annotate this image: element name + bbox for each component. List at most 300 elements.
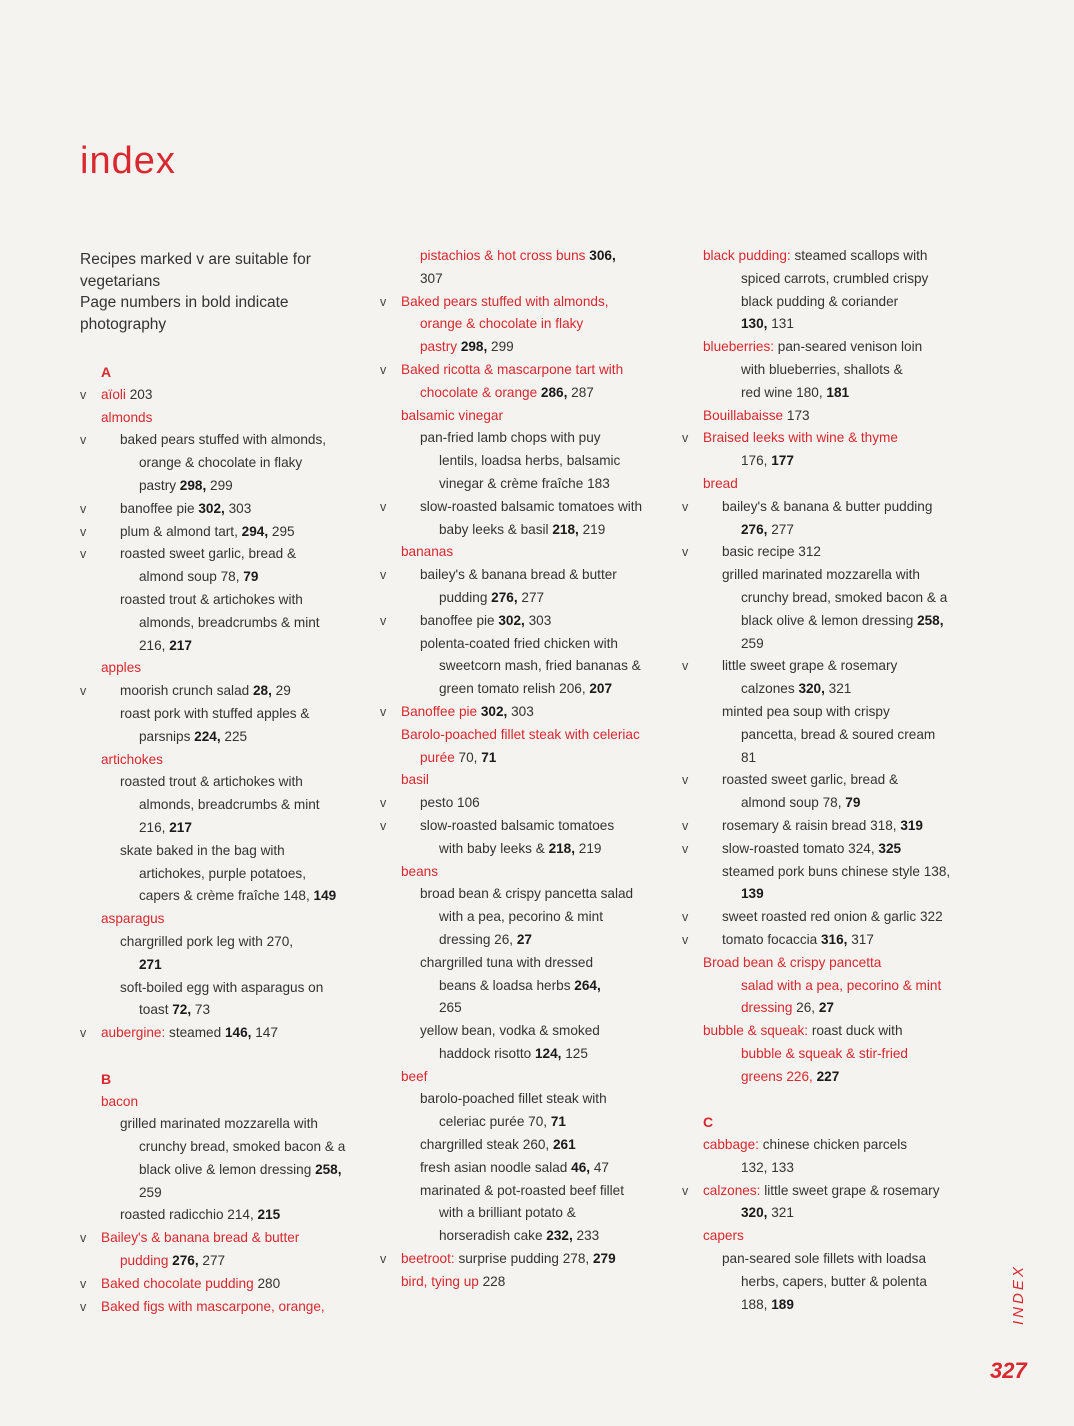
entry-text xyxy=(741,313,794,336)
entry-heading: capers xyxy=(703,1228,744,1244)
photo-page-number: 217 xyxy=(169,637,192,653)
entry-text xyxy=(401,1271,505,1294)
entry-heading: asparagus xyxy=(101,911,165,927)
entry-label: haddock risotto xyxy=(439,1045,535,1061)
entry-text xyxy=(722,906,943,929)
index-entry xyxy=(380,1066,680,1089)
entry-heading: beetroot: xyxy=(401,1251,455,1267)
entry-text xyxy=(120,977,323,1000)
entry-label: black olive & lemon dressing xyxy=(139,1161,316,1177)
index-entry xyxy=(80,771,380,794)
index-entry xyxy=(80,1113,380,1136)
vegetarian-marker: v xyxy=(80,1299,87,1314)
entry-label: pan-seared venison loin xyxy=(774,339,923,355)
vegetarian-marker: v xyxy=(80,433,87,448)
index-column-2 xyxy=(380,245,680,1294)
photo-page-number: 71 xyxy=(481,749,497,765)
entry-label: chinese chicken parcels xyxy=(758,1137,908,1153)
entry-label: black pudding & coriander xyxy=(741,293,899,309)
entry-label: crunchy bread, smoked bacon & a xyxy=(741,589,948,605)
index-entry xyxy=(682,610,982,633)
entry-label: 265 xyxy=(439,1000,462,1016)
entry-text xyxy=(741,382,849,405)
entry-label: 173 xyxy=(783,407,810,423)
entry-label: 259 xyxy=(741,635,764,651)
index-entry xyxy=(380,1271,680,1294)
photo-page-number: 79 xyxy=(243,569,259,585)
index-entry xyxy=(380,906,680,929)
entry-label: pancetta, bread & soured cream xyxy=(741,726,936,742)
entry-label: sweet roasted red onion & garlic 322 xyxy=(722,909,943,925)
entry-text xyxy=(401,769,429,792)
page-ref: 225 xyxy=(220,728,248,744)
entry-text xyxy=(703,405,810,428)
entry-label: with a brilliant potato & xyxy=(439,1205,576,1221)
photo-page-number: 294, xyxy=(241,523,269,539)
entry-text xyxy=(420,1157,609,1180)
index-letter-heading xyxy=(80,1068,380,1091)
index-entry xyxy=(80,1136,380,1159)
entry-label: chargrilled tuna with dressed xyxy=(420,954,594,970)
entry-label: marinated & pot-roasted beef fillet xyxy=(420,1182,625,1198)
entry-label: 259 xyxy=(139,1184,162,1200)
entry-heading: purée xyxy=(420,749,455,765)
photo-page-number: 286, xyxy=(540,384,568,400)
vegetarian-marker: v xyxy=(682,910,689,925)
entry-label: artichokes, purple potatoes, xyxy=(139,865,307,881)
entry-text xyxy=(439,975,601,998)
entry-text xyxy=(139,954,162,977)
index-entry xyxy=(80,566,380,589)
index-entry xyxy=(682,336,982,359)
entry-text xyxy=(420,1134,576,1157)
entry-heading: Banoffee pie xyxy=(401,703,478,719)
entry-text xyxy=(741,1271,927,1294)
entry-label: 188, xyxy=(741,1296,772,1312)
photo-page-number: 28, xyxy=(252,683,272,699)
entry-label: 132, 133 xyxy=(741,1159,794,1175)
entry-label: 307 xyxy=(420,270,443,286)
entry-text xyxy=(703,473,738,496)
entry-heading: aubergine: xyxy=(101,1025,166,1041)
section-tab: INDEX xyxy=(1010,1264,1027,1326)
photo-page-number: 130, xyxy=(741,316,768,332)
vegetarian-marker: v xyxy=(380,796,387,811)
entry-text xyxy=(420,496,642,519)
entry-text xyxy=(703,336,922,359)
entry-text xyxy=(120,521,295,544)
entry-heading: bananas xyxy=(401,544,454,560)
index-entry xyxy=(380,815,680,838)
photo-page-number: 258, xyxy=(917,612,944,628)
entry-label: with a pea, pecorino & mint xyxy=(439,909,603,925)
index-entry xyxy=(80,954,380,977)
page-ref: 29 xyxy=(271,683,291,699)
intro-line: photography xyxy=(80,315,167,333)
entry-label: parsnips xyxy=(139,728,195,744)
entry-text xyxy=(741,1043,908,1066)
index-entry xyxy=(682,564,982,587)
index-entry xyxy=(682,427,982,450)
page-ref: 131 xyxy=(767,316,794,332)
photo-page-number: 279 xyxy=(592,1251,616,1267)
entry-text xyxy=(703,245,927,268)
entry-text xyxy=(139,566,258,589)
vegetarian-marker: v xyxy=(682,659,689,674)
entry-text xyxy=(420,313,583,336)
spacer xyxy=(80,1045,380,1068)
page-ref: 277 xyxy=(767,521,794,537)
photo-page-number: 215 xyxy=(257,1207,281,1223)
entry-label: roasted radicchio 214, xyxy=(120,1207,258,1223)
index-entry xyxy=(80,407,380,430)
entry-text xyxy=(401,1066,427,1089)
entry-text xyxy=(722,655,897,678)
entry-heading: pastry xyxy=(420,339,458,355)
index-entry xyxy=(80,429,380,452)
entry-label: dressing 26, xyxy=(439,931,517,947)
entry-heading: black pudding: xyxy=(703,248,791,263)
index-entry xyxy=(380,655,680,678)
index-entry xyxy=(380,564,680,587)
index-entry xyxy=(380,838,680,861)
index-entry xyxy=(80,635,380,658)
index-entry xyxy=(682,633,982,656)
index-entry xyxy=(80,1159,380,1182)
page-number: 327 xyxy=(990,1358,1027,1383)
index-entry xyxy=(682,906,982,929)
entry-text xyxy=(120,543,296,566)
entry-label: black olive & lemon dressing xyxy=(741,612,918,628)
index-entry xyxy=(682,861,982,884)
entry-text xyxy=(439,473,610,496)
entry-text xyxy=(741,883,764,906)
page-ref: 233 xyxy=(572,1228,600,1244)
entry-label: roasted trout & artichokes with xyxy=(120,591,303,607)
photo-page-number: 124, xyxy=(534,1045,562,1061)
index-entry xyxy=(80,475,380,498)
entry-label: celeriac purée 70, xyxy=(439,1114,551,1130)
entry-label: soft-boiled egg with asparagus on xyxy=(120,979,324,995)
vegetarian-marker: v xyxy=(80,1231,87,1246)
entry-label: green tomato relish 206, xyxy=(439,681,590,697)
index-entry xyxy=(380,975,680,998)
index-entry xyxy=(380,473,680,496)
index-entry xyxy=(80,1227,380,1250)
photo-page-number: 320, xyxy=(798,681,825,697)
entry-text xyxy=(741,747,756,770)
entry-text xyxy=(722,564,920,587)
entry-text xyxy=(722,496,932,519)
entry-label: herbs, capers, butter & polenta xyxy=(741,1273,927,1289)
page-ref: 277 xyxy=(198,1253,226,1269)
entry-label: 228 xyxy=(478,1273,506,1289)
index-entry xyxy=(682,268,982,291)
index-entry xyxy=(380,929,680,952)
entry-text xyxy=(420,1020,600,1043)
vegetarian-marker: v xyxy=(80,1276,87,1291)
entry-text xyxy=(420,610,551,633)
vegetarian-marker: v xyxy=(682,1183,689,1198)
index-entry xyxy=(682,313,982,336)
index-entry xyxy=(80,1091,380,1114)
index-entry xyxy=(380,336,680,359)
page-ref: 303 xyxy=(224,500,252,516)
entry-label: red wine 180, xyxy=(741,384,827,400)
index-entry xyxy=(682,541,982,564)
entry-text xyxy=(139,863,306,886)
page-ref: 321 xyxy=(767,1205,794,1221)
index-entry xyxy=(80,908,380,931)
entry-label: broad bean & crispy pancetta salad xyxy=(420,886,634,902)
vegetarian-marker: v xyxy=(682,773,689,788)
entry-label: steamed pork buns chinese style 138, xyxy=(722,863,951,879)
entry-text xyxy=(120,771,303,794)
entry-label: orange & chocolate in flaky xyxy=(139,455,303,471)
entry-label: little sweet grape & rosemary xyxy=(760,1182,940,1198)
photo-page-number: 276, xyxy=(741,521,768,537)
entry-text xyxy=(120,703,309,726)
photo-page-number: 189 xyxy=(771,1296,794,1312)
entry-label: slow-roasted tomato 324, xyxy=(722,840,879,856)
entry-text xyxy=(120,589,303,612)
index-entry xyxy=(80,384,380,407)
index-entry xyxy=(682,701,982,724)
entry-text xyxy=(120,680,291,703)
index-entry xyxy=(380,1248,680,1271)
index-entry xyxy=(682,450,982,473)
index-entry xyxy=(380,291,680,314)
entry-text xyxy=(420,427,601,450)
entry-label: almond soup 78, xyxy=(741,795,846,811)
entry-label: banoffee pie xyxy=(420,612,499,628)
index-column-1 xyxy=(80,245,380,1318)
vegetarian-marker: v xyxy=(80,684,87,699)
entry-text xyxy=(439,450,620,473)
entry-text xyxy=(741,975,941,998)
entry-label: slow-roasted balsamic tomatoes with xyxy=(420,498,643,514)
entry-text xyxy=(420,564,617,587)
index-entry xyxy=(80,931,380,954)
index-entry xyxy=(682,1225,982,1248)
page-ref: 303 xyxy=(507,703,534,719)
entry-text xyxy=(139,794,320,817)
entry-heading: dressing xyxy=(741,1000,793,1016)
index-entry xyxy=(80,999,380,1022)
entry-text xyxy=(722,815,923,838)
page-ref: 73 xyxy=(191,1002,211,1018)
index-entry xyxy=(380,496,680,519)
index-entry xyxy=(380,861,680,884)
page-ref: 317 xyxy=(847,931,874,947)
entry-text xyxy=(439,838,602,861)
entry-label: pastry xyxy=(139,477,180,493)
entry-text xyxy=(703,1180,940,1203)
photo-page-number: 298, xyxy=(179,477,207,493)
index-entry xyxy=(80,1204,380,1227)
entry-label: roast duck with xyxy=(808,1023,903,1039)
entry-label: banoffee pie xyxy=(120,500,199,516)
photo-page-number: 302, xyxy=(198,500,225,516)
photo-page-number: 271 xyxy=(139,956,162,972)
index-entry xyxy=(380,268,680,291)
entry-label: pan-seared sole fillets with loadsa xyxy=(722,1251,927,1267)
entry-label: almond soup 78, xyxy=(139,569,244,585)
entry-heading: orange & chocolate in flaky xyxy=(420,316,584,332)
index-entry xyxy=(80,1182,380,1205)
intro-line: vegetarians xyxy=(80,272,161,290)
photo-page-number: 218, xyxy=(552,521,579,537)
entry-text xyxy=(741,678,851,701)
entry-text xyxy=(101,407,152,430)
index-entries xyxy=(682,245,982,1316)
index-entry xyxy=(380,405,680,428)
entry-text xyxy=(101,657,141,680)
index-entry xyxy=(80,1273,380,1296)
entry-label: pesto 106 xyxy=(420,795,480,811)
entry-heading: almonds xyxy=(101,409,153,425)
entry-text xyxy=(741,633,764,656)
entry-text xyxy=(401,291,609,314)
photo-page-number: 264, xyxy=(574,977,601,993)
index-entry xyxy=(380,747,680,770)
entry-label: crunchy bread, smoked bacon & a xyxy=(139,1139,346,1155)
index-entry xyxy=(682,883,982,906)
entry-text xyxy=(139,475,233,498)
index-entry xyxy=(80,726,380,749)
entry-label: 216, xyxy=(139,637,170,653)
index-entry xyxy=(682,975,982,998)
index-entry xyxy=(80,680,380,703)
entry-text xyxy=(722,769,898,792)
index-entry xyxy=(380,792,680,815)
index-entry xyxy=(80,749,380,772)
entry-text xyxy=(420,815,614,838)
photo-page-number: 79 xyxy=(845,795,861,811)
entry-label: bubble & squeak & stir-fried xyxy=(741,1045,908,1061)
intro-note xyxy=(80,249,380,335)
index-entry xyxy=(380,952,680,975)
entry-text xyxy=(722,838,901,861)
entry-label: 26, xyxy=(792,1000,819,1016)
entry-text xyxy=(101,384,152,407)
entry-label: steamed xyxy=(165,1025,225,1041)
entry-label: skate baked in the bag with xyxy=(120,842,285,858)
entry-label: 280 xyxy=(253,1275,281,1291)
index-entry xyxy=(682,519,982,542)
entry-label: calzones xyxy=(741,681,799,697)
entry-text xyxy=(439,587,544,610)
entry-text xyxy=(722,929,874,952)
index-entry xyxy=(380,245,680,268)
index-entry xyxy=(380,883,680,906)
page-ref: 47 xyxy=(590,1159,609,1175)
entry-heading: aïoli xyxy=(101,386,126,402)
entry-label: steamed scallops with xyxy=(790,248,928,263)
index-entry xyxy=(380,997,680,1020)
entry-heading: salad with a pea, pecorino & mint xyxy=(741,977,942,993)
index-column-3 xyxy=(682,245,982,1316)
entry-label: lentils, loadsa herbs, balsamic xyxy=(439,453,621,469)
entry-heading: Barolo-poached fillet steak with celeriac xyxy=(401,726,640,742)
index-entry xyxy=(380,1088,680,1111)
page-ref: 303 xyxy=(524,612,552,628)
entry-text xyxy=(420,1180,624,1203)
entry-heading: pistachios & hot cross buns xyxy=(420,248,586,263)
index-entry xyxy=(682,291,982,314)
entry-text xyxy=(722,861,950,884)
entry-text xyxy=(139,726,247,749)
entry-text xyxy=(420,883,633,906)
index-entry xyxy=(682,838,982,861)
photo-page-number: 181 xyxy=(826,384,850,400)
vegetarian-marker: v xyxy=(380,1252,387,1267)
photo-page-number: 227 xyxy=(816,1068,840,1084)
photo-page-number: 27 xyxy=(818,1000,834,1016)
page-ref: 219 xyxy=(575,840,602,856)
index-entry xyxy=(380,1020,680,1043)
entry-heading: Baked figs with mascarpone, orange, xyxy=(101,1298,325,1314)
entry-label: horseradish cake xyxy=(439,1228,547,1244)
index-entry xyxy=(380,1134,680,1157)
index-entry xyxy=(682,929,982,952)
entry-heading: Baked ricotta & mascarpone tart with xyxy=(401,361,624,377)
index-entry xyxy=(80,840,380,863)
entry-text xyxy=(439,929,532,952)
index-entry xyxy=(80,1250,380,1273)
entry-label: basic recipe 312 xyxy=(722,544,821,560)
photo-page-number: 261 xyxy=(553,1137,576,1153)
vegetarian-marker: v xyxy=(682,431,689,446)
entry-text xyxy=(703,1225,744,1248)
index-entry xyxy=(682,1202,982,1225)
entry-heading: pudding xyxy=(120,1253,169,1269)
page-ref: 299 xyxy=(487,339,514,355)
entry-heading: Baked chocolate pudding xyxy=(101,1275,254,1291)
photo-page-number: 46, xyxy=(571,1159,591,1175)
photo-page-number: 146, xyxy=(224,1025,252,1041)
entry-label: bailey's & banana bread & butter xyxy=(420,567,617,583)
entry-text xyxy=(741,792,860,815)
entry-text xyxy=(120,1250,225,1273)
entry-text xyxy=(420,633,618,656)
entry-heading: Bailey's & banana bread & butter xyxy=(101,1230,300,1246)
index-entries xyxy=(80,361,380,1318)
page-ref: 299 xyxy=(206,477,233,493)
entry-label: polenta-coated fried chicken with xyxy=(420,635,618,651)
entry-heading: Braised leeks with wine & thyme xyxy=(703,430,898,446)
entry-text xyxy=(101,908,164,931)
entry-label: moorish crunch salad xyxy=(120,683,253,699)
entry-text xyxy=(139,1182,162,1205)
entry-text xyxy=(420,747,496,770)
photo-page-number: 71 xyxy=(550,1114,566,1130)
index-entry xyxy=(380,1202,680,1225)
entry-text xyxy=(120,1113,318,1136)
index-entry xyxy=(80,794,380,817)
entry-label: greens 226, xyxy=(741,1068,817,1084)
vegetarian-marker: v xyxy=(80,1026,87,1041)
page-title: index xyxy=(80,140,176,182)
photo-page-number: 298, xyxy=(460,339,488,355)
entry-label: vinegar & crème fraîche 183 xyxy=(439,475,610,491)
entry-label: chargrilled steak 260, xyxy=(420,1137,553,1153)
index-entry xyxy=(80,863,380,886)
photo-page-number: 320, xyxy=(741,1205,768,1221)
photo-page-number: 319 xyxy=(900,817,923,833)
entry-label: 81 xyxy=(741,749,757,765)
entry-heading: Broad bean & crispy pancetta xyxy=(703,954,882,970)
